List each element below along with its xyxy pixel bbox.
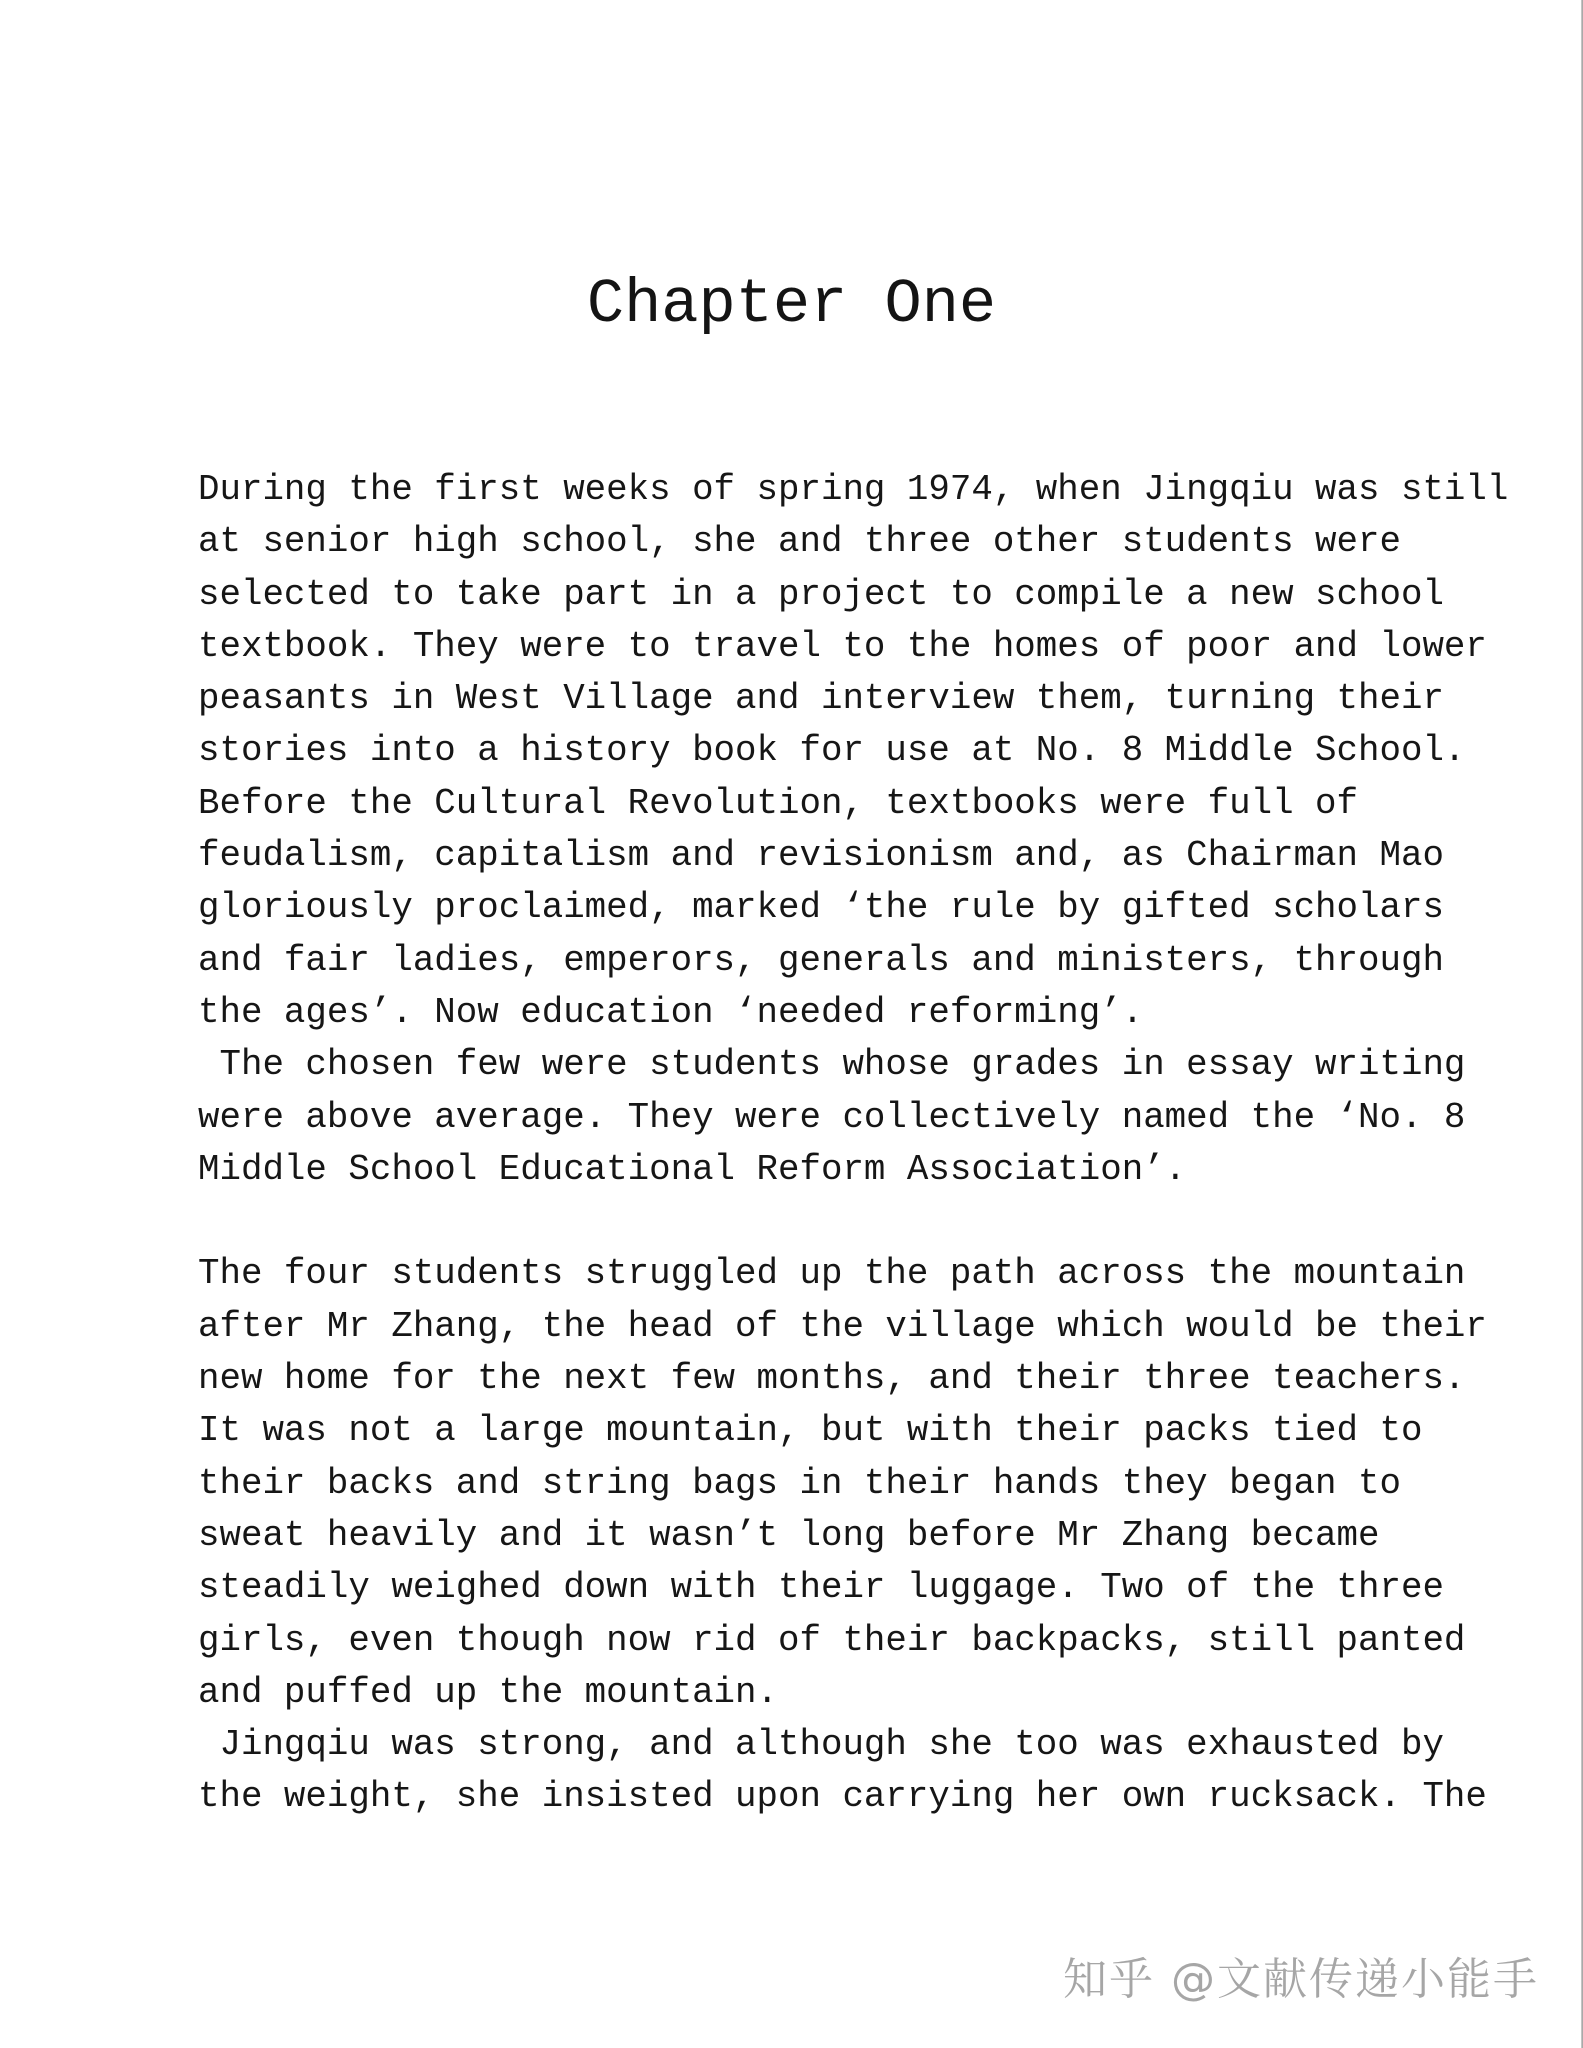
text-line: steadily weighed down with their luggage. Two of the three bbox=[198, 1567, 1444, 1609]
text-line: The four students struggled up the path across the mountain bbox=[198, 1253, 1466, 1295]
text-line: It was not a large mountain, but with their packs tied to bbox=[198, 1410, 1423, 1452]
text-line: gloriously proclaimed, marked ‘the rule by gifted scholars bbox=[198, 887, 1444, 929]
text-line: selected to take part in a project to compile a new school bbox=[198, 573, 1444, 615]
text-line: at senior high school, she and three other students were bbox=[198, 521, 1401, 563]
chapter-title: Chapter One bbox=[586, 269, 997, 340]
zhihu-watermark: 知乎 @文献传递小能手 bbox=[1063, 1954, 1539, 2005]
text-line: Jingqiu was strong, and although she too was exhausted by bbox=[198, 1724, 1444, 1766]
text-line: their backs and string bags in their hands they began to bbox=[198, 1462, 1401, 1504]
text-line: sweat heavily and it wasn’t long before Mr Zhang became bbox=[198, 1514, 1380, 1556]
text-line: new home for the next few months, and their three teachers. bbox=[198, 1358, 1466, 1400]
text-line: girls, even though now rid of their backpacks, still panted bbox=[198, 1619, 1466, 1661]
text-line: stories into a history book for use at No. 8 Middle School. bbox=[198, 730, 1466, 772]
text-line: after Mr Zhang, the head of the village which would be their bbox=[198, 1305, 1487, 1347]
text-line: Before the Cultural Revolution, textbooks were full of bbox=[198, 782, 1359, 824]
paragraph-gap bbox=[198, 1196, 1498, 1248]
text-line: were above average. They were collectively named the ‘No. 8 bbox=[198, 1096, 1466, 1138]
text-line: the weight, she insisted upon carrying her own rucksack. The bbox=[198, 1776, 1487, 1818]
body-text bbox=[198, 464, 1509, 1824]
text-line: peasants in West Village and interview them, turning their bbox=[198, 678, 1444, 720]
text-line: The chosen few were students whose grades in essay writing bbox=[198, 1044, 1466, 1086]
text-line: textbook. They were to travel to the homes of poor and lower bbox=[198, 625, 1487, 667]
text-line: and fair ladies, emperors, generals and ministers, through bbox=[198, 939, 1444, 981]
text-line: feudalism, capitalism and revisionism and, as Chairman Mao bbox=[198, 835, 1444, 877]
text-line: the ages’. Now education ‘needed reforming’. bbox=[198, 991, 1144, 1033]
text-line: and puffed up the mountain. bbox=[198, 1671, 779, 1713]
text-line: During the first weeks of spring 1974, when Jingqiu was still bbox=[198, 469, 1509, 510]
text-line: Middle School Educational Reform Association’. bbox=[198, 1148, 1187, 1190]
